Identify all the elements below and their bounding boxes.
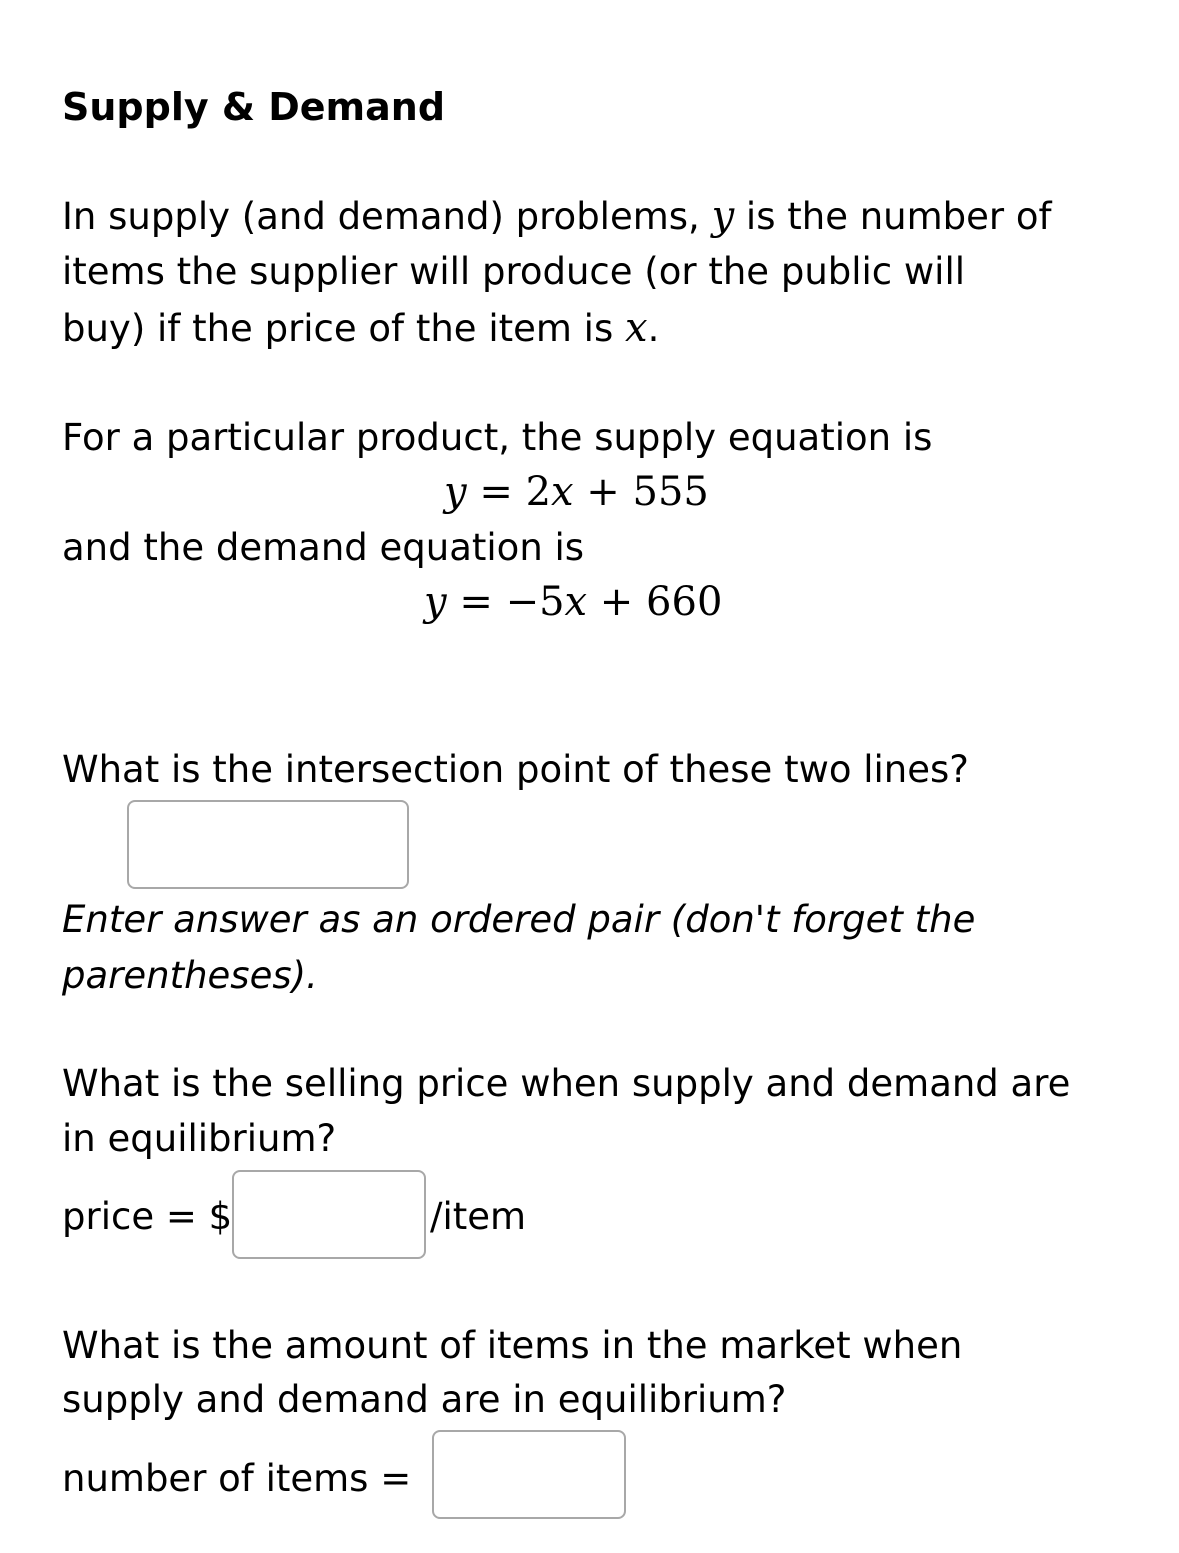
eq-equals: = [446, 579, 506, 625]
supply-lead: For a particular product, the supply equation is [62, 416, 933, 459]
page-title: Supply & Demand [62, 85, 446, 129]
q3-question-line-2: supply and demand are in equilibrium? [62, 1378, 787, 1421]
intersection-point-input[interactable] [127, 800, 409, 889]
variable-x: x [625, 305, 648, 351]
intro-text: . [647, 307, 660, 350]
intro-line-1 [62, 188, 1052, 245]
eq-rest: + 660 [587, 579, 723, 625]
eq-equals: = [466, 469, 526, 515]
variable-y: y [711, 193, 735, 239]
price-unit: /item [430, 1195, 527, 1238]
number-of-items-label: number of items = [62, 1457, 412, 1500]
intro-text: is the number of [734, 195, 1052, 238]
eq-lhs: y [444, 469, 467, 515]
demand-equation [424, 574, 722, 630]
eq-var: x [551, 469, 574, 515]
q3-question-line-1: What is the amount of items in the market when [62, 1324, 963, 1367]
number-of-items-input[interactable] [432, 1430, 626, 1519]
intro-text: buy) if the price of the item is [62, 307, 626, 350]
supply-equation [444, 464, 709, 520]
q1-hint-line-2: parentheses). [62, 954, 318, 997]
q1-question: What is the intersection point of these two lines? [62, 748, 969, 791]
demand-lead: and the demand equation is [62, 526, 585, 569]
price-label: price = $ [62, 1195, 233, 1238]
eq-lhs: y [424, 579, 447, 625]
q2-question-line-1: What is the selling price when supply and demand are [62, 1062, 1071, 1105]
price-input[interactable] [232, 1170, 426, 1259]
eq-var: x [564, 579, 588, 625]
intro-line-2: items the supplier will produce (or the public will [62, 250, 966, 293]
q2-question-line-2: in equilibrium? [62, 1117, 337, 1160]
eq-coef: −5 [505, 579, 565, 625]
intro-text: In supply (and demand) problems, [62, 195, 712, 238]
intro-line-3 [62, 300, 659, 357]
eq-coef: 2 [525, 469, 552, 515]
q1-hint-line-1: Enter answer as an ordered pair (don't forget the [62, 898, 976, 941]
eq-rest: + 555 [573, 469, 709, 515]
